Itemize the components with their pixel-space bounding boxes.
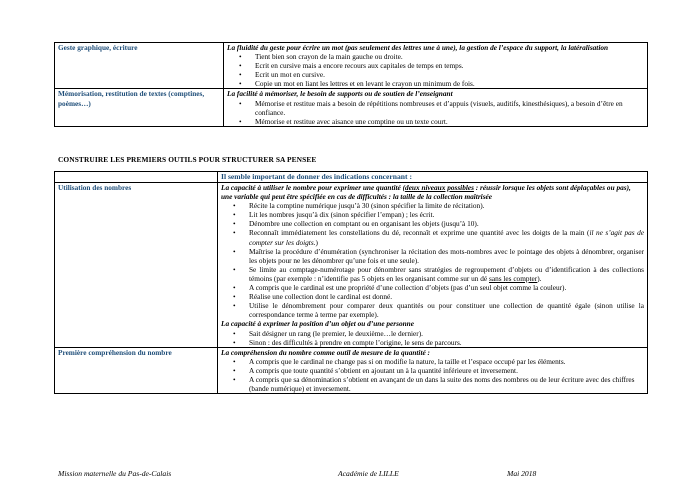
section-title: CONSTRUIRE LES PREMIERS OUTILS POUR STRUCTURER SA PENSEE (58, 155, 317, 164)
table-row (55, 183, 648, 348)
list-item: • Lit les nombres jusqu’à dix (sinon spécifier l’empan) ; les écrit. (249, 210, 644, 219)
criteria-list (221, 329, 644, 347)
table-nombres (54, 171, 648, 394)
list-item (249, 265, 644, 283)
list-item: • Réalise une collection dont le cardinal est donné. (249, 292, 644, 301)
page-footer (58, 469, 578, 481)
list-item: • Récite la comptine numérique jusqu’à 30 (sinon spécifier la limite de récitation). (249, 201, 644, 210)
list-item: • Sait désigner un rang (le premier, le deuxième…le dernier). (249, 329, 644, 338)
item-italic: il ne s’agit pas de compter sur les doigts (249, 228, 644, 247)
item-text: Se limite au comptage-numérotage pour dénombrer sans stratégies de regroupement d’objets ou d’identification à des collections témoins (par exemple : n’identifie pas 5 objets en les organisant comme sur un dé (249, 264, 644, 283)
footer-mission: Mission maternelle du Pas-de-Calais (58, 469, 172, 478)
list-item: • A compris que le cardinal est une propriété d’une collection d’objets (pas d’un seul objet comme la couleur). (249, 283, 644, 292)
list-item: • Tient bien son crayon de la main gauche ou droite. (255, 52, 644, 61)
item-text: .) (313, 237, 318, 247)
list-item: • A compris que sa dénomination s’obtient en avançant de un dans la suite des noms des nombres ou de leur écriture avec des chiffres (bande numérique) et inversement. (249, 375, 644, 393)
list-item (249, 228, 644, 246)
criterion-title (221, 183, 644, 201)
criteria-list (221, 357, 644, 393)
item-underlined: sans les compter (489, 273, 538, 283)
list-item: • Copie un mot en liant les lettres et en levant le crayon un minimum de fois. (255, 79, 644, 88)
table-row (55, 43, 648, 89)
table-graphisme-memorisation (54, 42, 648, 127)
list-item: • Utilise le dénombrement pour comparer deux quantités ou pour constituer une collection de quantité égale (sinon utilise la correspondance terme à terme par exemple). (249, 301, 644, 319)
list-item: • Mémorise et restitue avec aisance une comptine ou un texte court. (255, 117, 644, 126)
criterion-title: La fluidité du geste pour écrire un mot (pas seulement des lettres une à une), la gestion de l’espace du support, la latéralisation (227, 43, 609, 52)
criteria-list (221, 201, 644, 319)
criteria-list (227, 52, 644, 88)
criterion-title: La capacité à exprimer la position d’un objet ou d’une personne (221, 319, 414, 329)
list-item: • Dénombre une collection en comptant ou en organisant les objets (jusqu’à 10). (249, 219, 644, 228)
list-item: • Maîtrise la procédure d’énumération (synchroniser la récitation des mots-nombres avec le pointage des objets à dénombrer, organiser les objets pour ne les dénombrer qu’une fois et une seule). (249, 247, 644, 265)
footer-academie: Académie de LILLE (338, 469, 399, 478)
criteria-list (227, 99, 644, 126)
title-underlined: deux niveaux possibles (405, 183, 474, 192)
title-part: : réussir lorsque les objets sont déplaçables ou pas), une variable qui peut être spécifiée en cas de difficultés : la taille de la collection maîtrisée (221, 183, 631, 202)
title-part: La capacité à utiliser le nombre pour exprimer une quantité ( (221, 183, 406, 192)
list-item: • Sinon : des difficultés à prendre en compte l’origine, le sens de parcours. (249, 338, 644, 347)
row-content (218, 183, 648, 348)
item-text: ). (537, 273, 542, 283)
item-text: Reconnaît immédiatement les constellations du dé, reconnaît et exprime une quantité avec les doigts de la main ( (249, 228, 590, 238)
list-item: • A compris que toute quantité s’obtient en ajoutant un à la quantité inférieure et inversement. (249, 366, 644, 375)
row-content (224, 43, 648, 89)
row-content (218, 347, 648, 393)
list-item: • Ecrit en cursive mais a encore recours aux capitales de temps en temps. (255, 61, 644, 70)
table-row (55, 347, 648, 393)
table-header-row (55, 172, 648, 183)
table-row (55, 89, 648, 126)
table-header: Il semble important de donner des indications concernant : (218, 172, 648, 183)
row-label: Mémorisation, restitution de textes (comptines, poèmes…) (55, 89, 224, 126)
list-item: • Ecrit un mot en cursive. (255, 70, 644, 79)
criterion-title: La compréhension du nombre comme outil de mesure de la quantité : (221, 347, 430, 357)
criterion-title: La facilité à mémoriser, le besoin de supports ou de soutien de l’enseignant (227, 89, 453, 99)
list-item: • A compris que le cardinal ne change pas si on modifie la nature, la taille et l’espace occupé par les éléments. (249, 357, 644, 366)
row-label: Première compréhension du nombre (55, 347, 218, 393)
footer-date: Mai 2018 (507, 469, 537, 478)
header-empty-cell (55, 172, 218, 183)
row-label: Utilisation des nombres (55, 183, 218, 348)
list-item: • Mémorise et restitue mais a besoin de répétitions nombreuses et d’appuis (visuels, auditifs, kinesthésiques), a besoin d’être en confiance. (255, 99, 644, 117)
row-label: Geste graphique, écriture (55, 43, 224, 89)
row-content (224, 89, 648, 126)
